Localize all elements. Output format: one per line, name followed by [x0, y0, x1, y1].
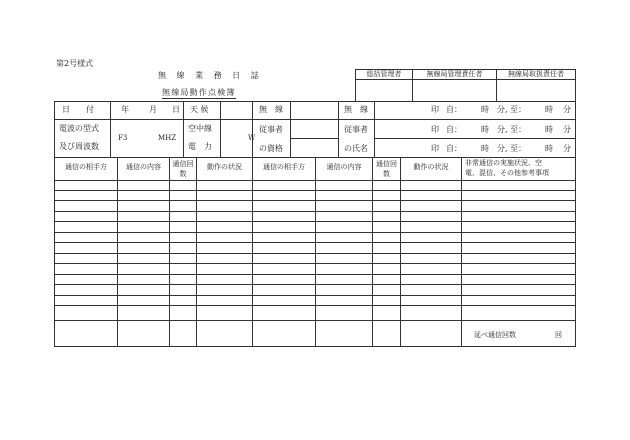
form-number: 第2号様式: [56, 59, 94, 68]
date-label: 日 付: [62, 105, 94, 114]
radio-label-left: 無 線: [259, 105, 283, 114]
hour-label-2b: 時: [545, 125, 553, 134]
remarks-header-line1: 非常通信の実施状況、空: [465, 159, 542, 167]
col-content-left: 通信の内容: [126, 163, 161, 171]
seal-mark-3: 印: [431, 144, 439, 153]
minute-label-3: 分: [563, 144, 571, 153]
col-partner-right: 通信の相手方: [263, 163, 305, 171]
hour-label-1b: 時: [545, 105, 553, 114]
radio-label-right: 無 線: [344, 105, 368, 114]
from-label-2: 自：: [446, 125, 462, 134]
emission-label-1: 電波の型式: [59, 124, 99, 133]
hour-label-3b: 時: [545, 144, 553, 153]
qualification-label: の資格: [259, 144, 283, 153]
col-count-left: 通信回数: [172, 160, 194, 178]
from-label-1: 自：: [446, 105, 462, 114]
name-label: の氏名: [344, 144, 368, 153]
minute-to-label-2: 分, 至：: [497, 125, 527, 134]
minute-label-2: 分: [563, 125, 571, 134]
col-count-right: 通信回数: [376, 160, 397, 178]
hour-label-1: 時: [481, 105, 489, 114]
worker-label-right: 従事者: [344, 125, 368, 134]
document-title: 無 線 業 務 日 誌: [158, 71, 263, 80]
antenna-power-label-2: 電 力: [188, 142, 212, 151]
minute-to-label-1: 分, 至：: [497, 105, 527, 114]
col-status-right: 動作の状況: [413, 163, 449, 171]
manager-column-general: 総括管理者: [366, 70, 402, 78]
seal-mark-1: 印: [431, 105, 439, 114]
remarks-header-line2: 電、混信、その他参考事項: [465, 169, 549, 177]
emission-value: F3: [118, 134, 128, 142]
hour-label-3: 時: [481, 144, 489, 153]
frequency-unit: MHZ: [158, 134, 177, 142]
emission-label-2: 及び周波数: [59, 142, 99, 151]
year-unit: 年: [121, 105, 129, 114]
manager-column-operator: 無線局取扱責任者: [508, 70, 564, 78]
hour-label-2: 時: [481, 125, 489, 134]
total-count-unit: 回: [555, 331, 562, 339]
minute-to-label-3: 分, 至：: [497, 144, 527, 153]
power-unit: W: [248, 134, 256, 142]
weather-label: 天 候: [190, 105, 209, 114]
total-count-label: 延べ通信回数: [474, 331, 516, 339]
manager-column-station: 無線局管理責任者: [426, 70, 483, 78]
col-partner-left: 通信の相手方: [65, 163, 107, 171]
day-unit: 日: [172, 105, 180, 114]
antenna-power-label-1: 空中線: [188, 124, 212, 133]
from-label-3: 自：: [446, 144, 462, 153]
seal-mark-2: 印: [431, 125, 439, 134]
document-subtitle: 無線局動作点検簿: [162, 88, 236, 97]
col-status-left: 動作の状況: [207, 163, 242, 171]
minute-label-1: 分: [563, 105, 571, 114]
month-unit: 月: [149, 105, 157, 114]
col-content-right: 通信の内容: [326, 163, 362, 171]
worker-label-left: 従事者: [259, 125, 283, 134]
